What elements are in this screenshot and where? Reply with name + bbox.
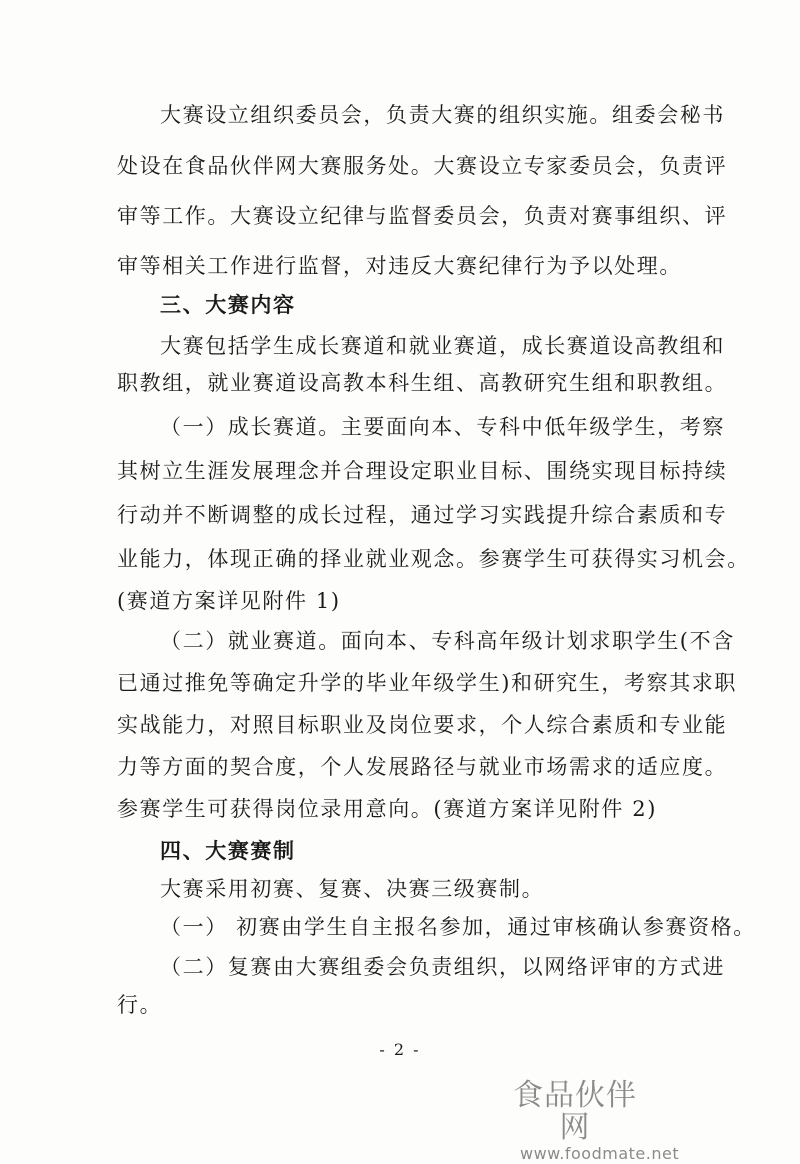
- paragraph-line: （二）就业赛道。面向本、专科高年级计划求职学生(不含: [160, 629, 735, 653]
- section-heading: 四、大赛赛制: [160, 839, 296, 863]
- paragraph-line: （一） 初赛由学生自主报名参加，通过审核确认参赛资格。: [160, 915, 756, 939]
- paragraph-line: 大赛设立组织委员会，负责大赛的组织实施。组委会秘书: [160, 103, 725, 127]
- paragraph-line: 审等相关工作进行监督，对违反大赛纪律行为予以处理。: [117, 254, 682, 278]
- paragraph-line: 大赛包括学生成长赛道和就业赛道，成长赛道设高教组和: [160, 334, 725, 358]
- page-number: - 2 -: [379, 1040, 421, 1059]
- watermark: [510, 1080, 770, 1164]
- paragraph-line: 已通过推免等确定升学的毕业年级学生)和研究生，考察其求职: [117, 671, 737, 695]
- paragraph-line: 审等工作。大赛设立纪律与监督委员会，负责对赛事组织、评: [117, 204, 728, 228]
- paragraph-line: 处设在食品伙伴网大赛服务处。大赛设立专家委员会，负责评: [117, 154, 728, 178]
- watermark-url: www.foodmate.net: [520, 1144, 680, 1163]
- watermark-logo-text: 食品伙伴网: [513, 1078, 637, 1145]
- section-heading: 三、大赛内容: [160, 293, 296, 317]
- paragraph-line: 大赛采用初赛、复赛、决赛三级赛制。: [160, 877, 545, 901]
- paragraph-line: 业能力，体现正确的择业就业观念。参赛学生可获得实习机会。: [117, 547, 750, 571]
- paragraph-line: （一）成长赛道。主要面向本、专科中低年级学生，考察: [160, 415, 725, 439]
- paragraph-line: 力等方面的契合度，个人发展路径与就业市场需求的适应度。: [117, 755, 728, 779]
- paragraph-line: 职教组，就业赛道设高教本科生组、高教研究生组和职教组。: [117, 371, 728, 395]
- paragraph-line: 实战能力，对照目标职业及岗位要求，个人综合素质和专业能: [117, 713, 728, 737]
- paragraph-line: 参赛学生可获得岗位录用意向。(赛道方案详见附件 2): [117, 797, 658, 821]
- paragraph-line: 行动并不断调整的成长过程，通过学习实践提升综合素质和专: [117, 503, 728, 527]
- paragraph-line: （二）复赛由大赛组委会负责组织，以网络评审的方式进: [160, 955, 725, 979]
- paragraph-line: 其树立生涯发展理念并合理设定职业目标、围绕实现目标持续: [117, 459, 728, 483]
- paragraph-line: (赛道方案详见附件 1): [117, 589, 341, 613]
- paragraph-line: 行。: [117, 993, 163, 1017]
